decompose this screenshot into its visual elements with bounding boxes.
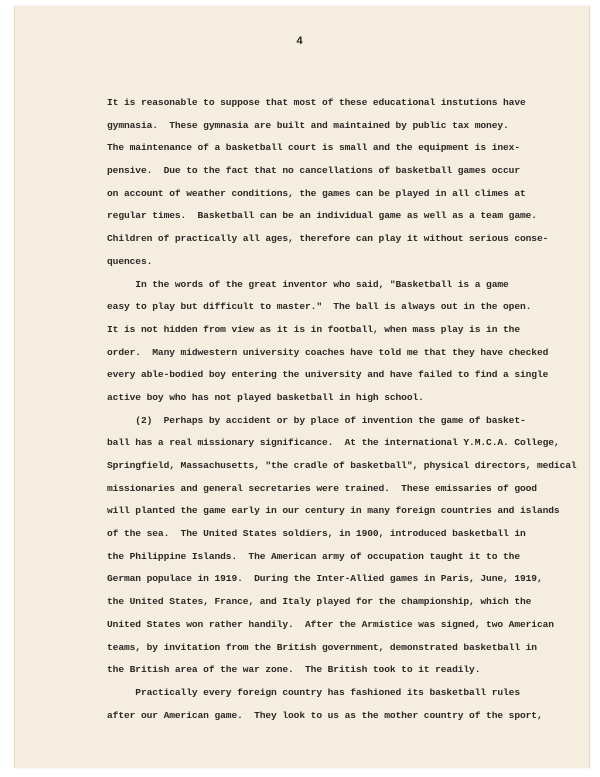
text-line: teams, by invitation from the British government, demonstrated basketball in [107, 641, 537, 653]
text-line: pensive. Due to the fact that no cancellations of basketball games occur [107, 165, 520, 177]
text-line: German populace in 1919. During the Inter-Allied games in Paris, June, 1919, [107, 573, 543, 585]
text-line: will planted the game early in our century in many foreign countries and islands [107, 505, 560, 517]
text-line: (2) Perhaps by accident or by place of invention the game of basket- [107, 414, 526, 426]
text-line: United States won rather handily. After the Armistice was signed, two American [107, 618, 554, 630]
text-line: easy to play but difficult to master." The ball is always out in the open. [107, 301, 532, 313]
text-line: order. Many midwestern university coaches have told me that they have checked [107, 346, 549, 358]
text-line: after our American game. They look to us as the mother country of the sport, [107, 709, 543, 721]
text-line: of the sea. The United States soldiers, in 1900, introduced basketball in [107, 528, 526, 540]
text-line: every able-bodied boy entering the university and have failed to find a single [107, 369, 549, 381]
text-line: Practically every foreign country has fashioned its basketball rules [107, 686, 520, 698]
text-line: on account of weather conditions, the games can be played in all climes at [107, 187, 526, 199]
text-line: missionaries and general secretaries were trained. These emissaries of good [107, 482, 537, 494]
typewritten-page [14, 6, 590, 768]
text-line: regular times. Basketball can be an individual game as well as a team game. [107, 210, 537, 222]
text-line: the United States, France, and Italy played for the championship, which the [107, 596, 532, 608]
text-line: the British area of the war zone. The British took to it readily. [107, 664, 481, 676]
text-line: ball has a real missionary significance. At the international Y.M.C.A. College, [107, 437, 560, 449]
text-line: active boy who has not played basketball in high school. [107, 391, 424, 403]
text-line: quences. [107, 255, 153, 267]
text-line: In the words of the great inventor who said, "Basketball is a game [107, 278, 509, 290]
text-line: gymnasia. These gymnasia are built and maintained by public tax money. [107, 119, 509, 131]
text-line: Children of practically all ages, therefore can play it without serious conse- [107, 233, 549, 245]
body-text [107, 92, 577, 727]
text-line: Springfield, Massachusetts, "the cradle of basketball", physical directors, medical [107, 460, 577, 471]
page-number: 4 [296, 36, 303, 48]
text-line: It is reasonable to suppose that most of these educational instutions have [107, 97, 526, 108]
text-line: It is not hidden from view as it is in football, when mass play is in the [107, 323, 520, 335]
text-line: The maintenance of a basketball court is small and the equipment is inex- [107, 142, 520, 154]
text-line: the Philippine Islands. The American army of occupation taught it to the [107, 550, 520, 562]
